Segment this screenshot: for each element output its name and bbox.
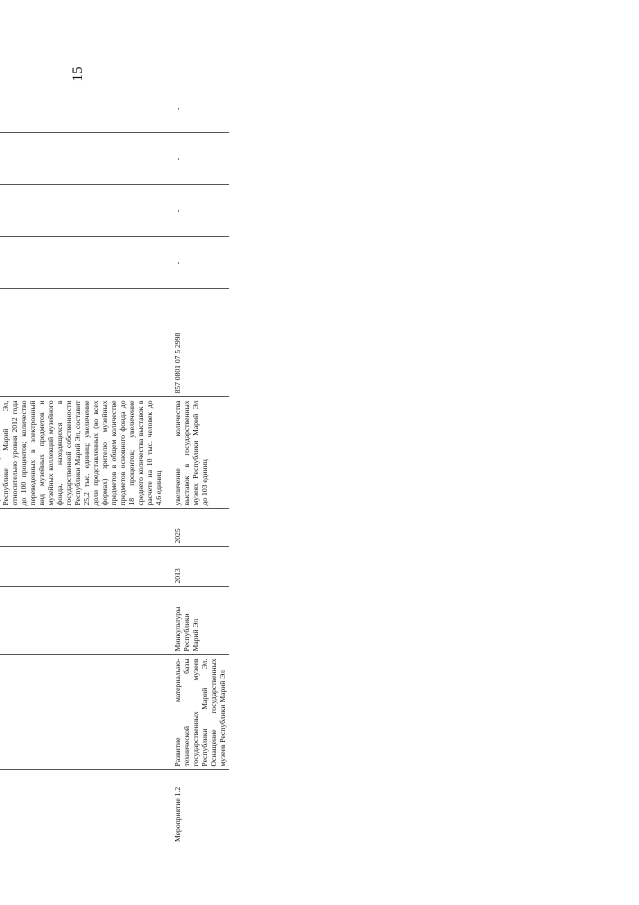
funding-value: - <box>165 133 229 185</box>
funding-value <box>0 85 165 133</box>
responsible-executor <box>0 587 165 655</box>
funding-value <box>0 185 165 237</box>
funding-value: - <box>165 185 229 237</box>
responsible-executor: Минкультуры Республики Марий Эл <box>165 587 229 655</box>
funding-value: - <box>165 237 229 289</box>
expected-result: Республике Марий Эл, относительно уровня 2012 года до 100 процентов; количество переведенных в электронный вид музейных предметов и музейных коллекций музейного фонда, находящихся в государственной собственности Республики Марий Эл, составит 25,2 тыс. единиц; увеличение доли представленных (во всех формах) зрителю музейных предметов в общем количестве предметов основного фонда до 18 процентов; увеличение среднего количества выставок в расчете на 10 тыс. человек до 4,6 единиц <box>0 397 165 509</box>
budget-code <box>0 289 165 397</box>
table-row <box>0 85 165 845</box>
budget-code: 857 0801 07 5 2998 <box>165 289 229 397</box>
activity-name: Развитие материально-технической базы государственных музеев Республики Марий Эл. Оснащение государственных музеев Республики Марий Эл <box>165 655 229 770</box>
expected-result: увеличение количества выставок в государственных музеях Республики Марий Эл до 103 единиц <box>165 397 229 509</box>
table-row <box>165 85 229 845</box>
end-year: 2025 <box>165 509 229 547</box>
funding-value <box>0 237 165 289</box>
start-year <box>0 547 165 587</box>
end-year <box>0 509 165 547</box>
page-number: 15 <box>70 66 86 82</box>
activity-number <box>0 770 165 845</box>
activity-name <box>0 655 165 770</box>
rotated-table-canvas <box>0 85 434 845</box>
program-activities-table <box>0 85 229 845</box>
activity-number: Мероприятие 1.2 <box>173 786 182 842</box>
funding-value <box>0 133 165 185</box>
funding-value: - <box>165 85 229 133</box>
start-year: 2013 <box>165 547 229 587</box>
